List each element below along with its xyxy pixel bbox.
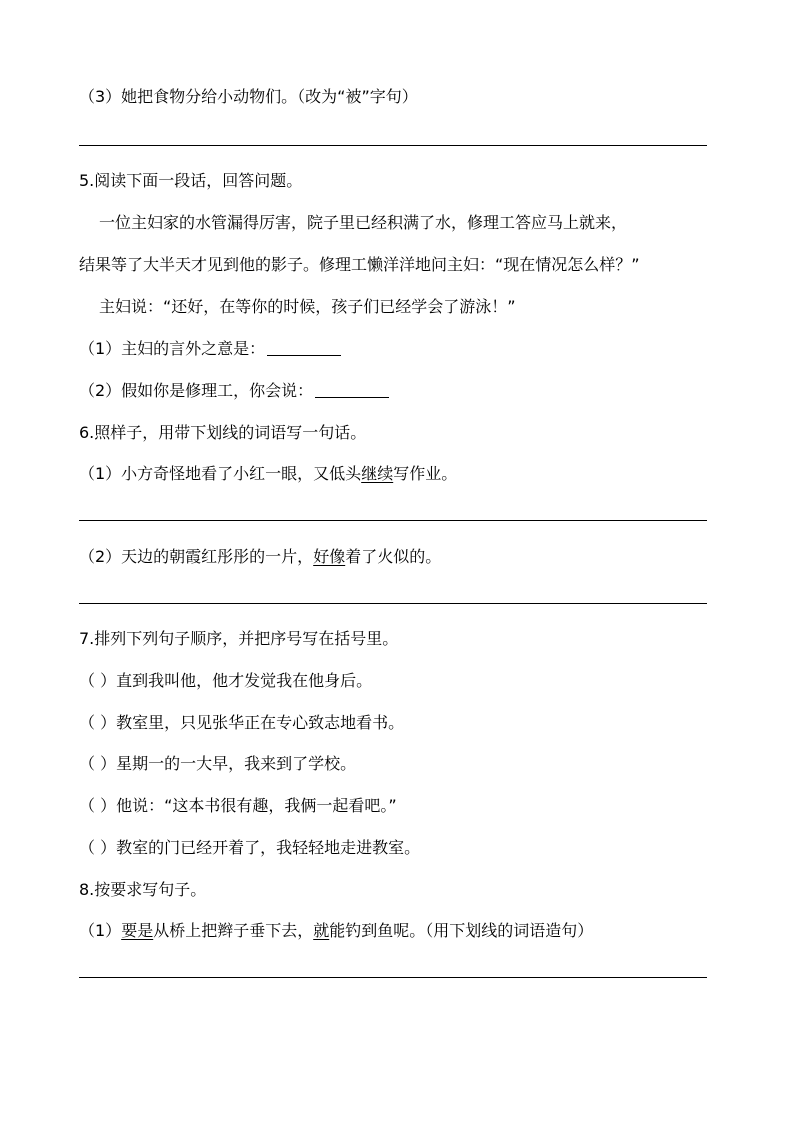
q8-item-1-pre: （1） bbox=[79, 921, 122, 940]
q6-item-2-post: 着了火似的。 bbox=[345, 547, 442, 566]
q5-passage-line-2: 结果等了大半天才见到他的影子。修理工懒洋洋地问主妇：“现在情况怎么样？” bbox=[79, 255, 640, 274]
q8-title: 8.按要求写句子。 bbox=[79, 880, 207, 899]
q5-passage-line-3: 主妇说：“还好，在等你的时候，孩子们已经学会了游泳！” bbox=[99, 297, 516, 316]
q7-title: 7.排列下列句子顺序，并把序号写在括号里。 bbox=[79, 629, 399, 648]
fill-blank[interactable] bbox=[267, 339, 341, 356]
q8-item-1-mid: 从桥上把辫子垂下去， bbox=[153, 921, 314, 940]
q6-item-1 bbox=[79, 463, 457, 485]
q8-item-1 bbox=[79, 920, 593, 942]
answer-line[interactable] bbox=[79, 603, 707, 604]
q7-sentence-1: （ ）直到我叫他，他才发觉我在他身后。 bbox=[79, 671, 373, 690]
q7-sentence-2: （ ）教室里，只见张华正在专心致志地看书。 bbox=[79, 713, 405, 732]
q7-sentence-5: （ ）教室的门已经开着了，我轻轻地走进教室。 bbox=[79, 838, 421, 857]
underlined-word: 继续 bbox=[361, 464, 394, 483]
q5-item-2 bbox=[79, 380, 389, 402]
q5-item-1 bbox=[79, 338, 341, 360]
answer-line[interactable] bbox=[79, 520, 707, 521]
underlined-word: 就 bbox=[313, 921, 330, 940]
answer-line[interactable] bbox=[79, 145, 707, 146]
underlined-word: 要是 bbox=[121, 921, 154, 940]
q4-item3: （3）她把食物分给小动物们。（改为“被”字句） bbox=[79, 87, 418, 106]
q6-item-2 bbox=[79, 546, 441, 568]
q6-item-1-post: 写作业。 bbox=[393, 464, 458, 483]
q5-item-2-text: （2）假如你是修理工，你会说： bbox=[79, 381, 314, 400]
q6-title: 6.照样子，用带下划线的词语写一句话。 bbox=[79, 423, 367, 442]
q6-item-2-pre: （2）天边的朝霞红彤彤的一片， bbox=[79, 547, 314, 566]
q5-title: 5.阅读下面一段话，回答问题。 bbox=[79, 171, 303, 190]
underlined-word: 好像 bbox=[313, 547, 346, 566]
fill-blank[interactable] bbox=[315, 381, 389, 398]
q5-passage-line-1: 一位主妇家的水管漏得厉害，院子里已经积满了水，修理工答应马上就来， bbox=[99, 213, 628, 232]
q8-item-1-post: 能钓到鱼呢。（用下划线的词语造句） bbox=[329, 921, 594, 940]
answer-line[interactable] bbox=[79, 977, 707, 978]
q7-sentence-4: （ ）他说：“这本书很有趣，我俩一起看吧。” bbox=[79, 796, 397, 815]
q5-item-1-text: （1）主妇的言外之意是： bbox=[79, 339, 266, 358]
q7-sentence-3: （ ）星期一的一大早，我来到了学校。 bbox=[79, 754, 357, 773]
q6-item-1-pre: （1）小方奇怪地看了小红一眼，又低头 bbox=[79, 464, 362, 483]
